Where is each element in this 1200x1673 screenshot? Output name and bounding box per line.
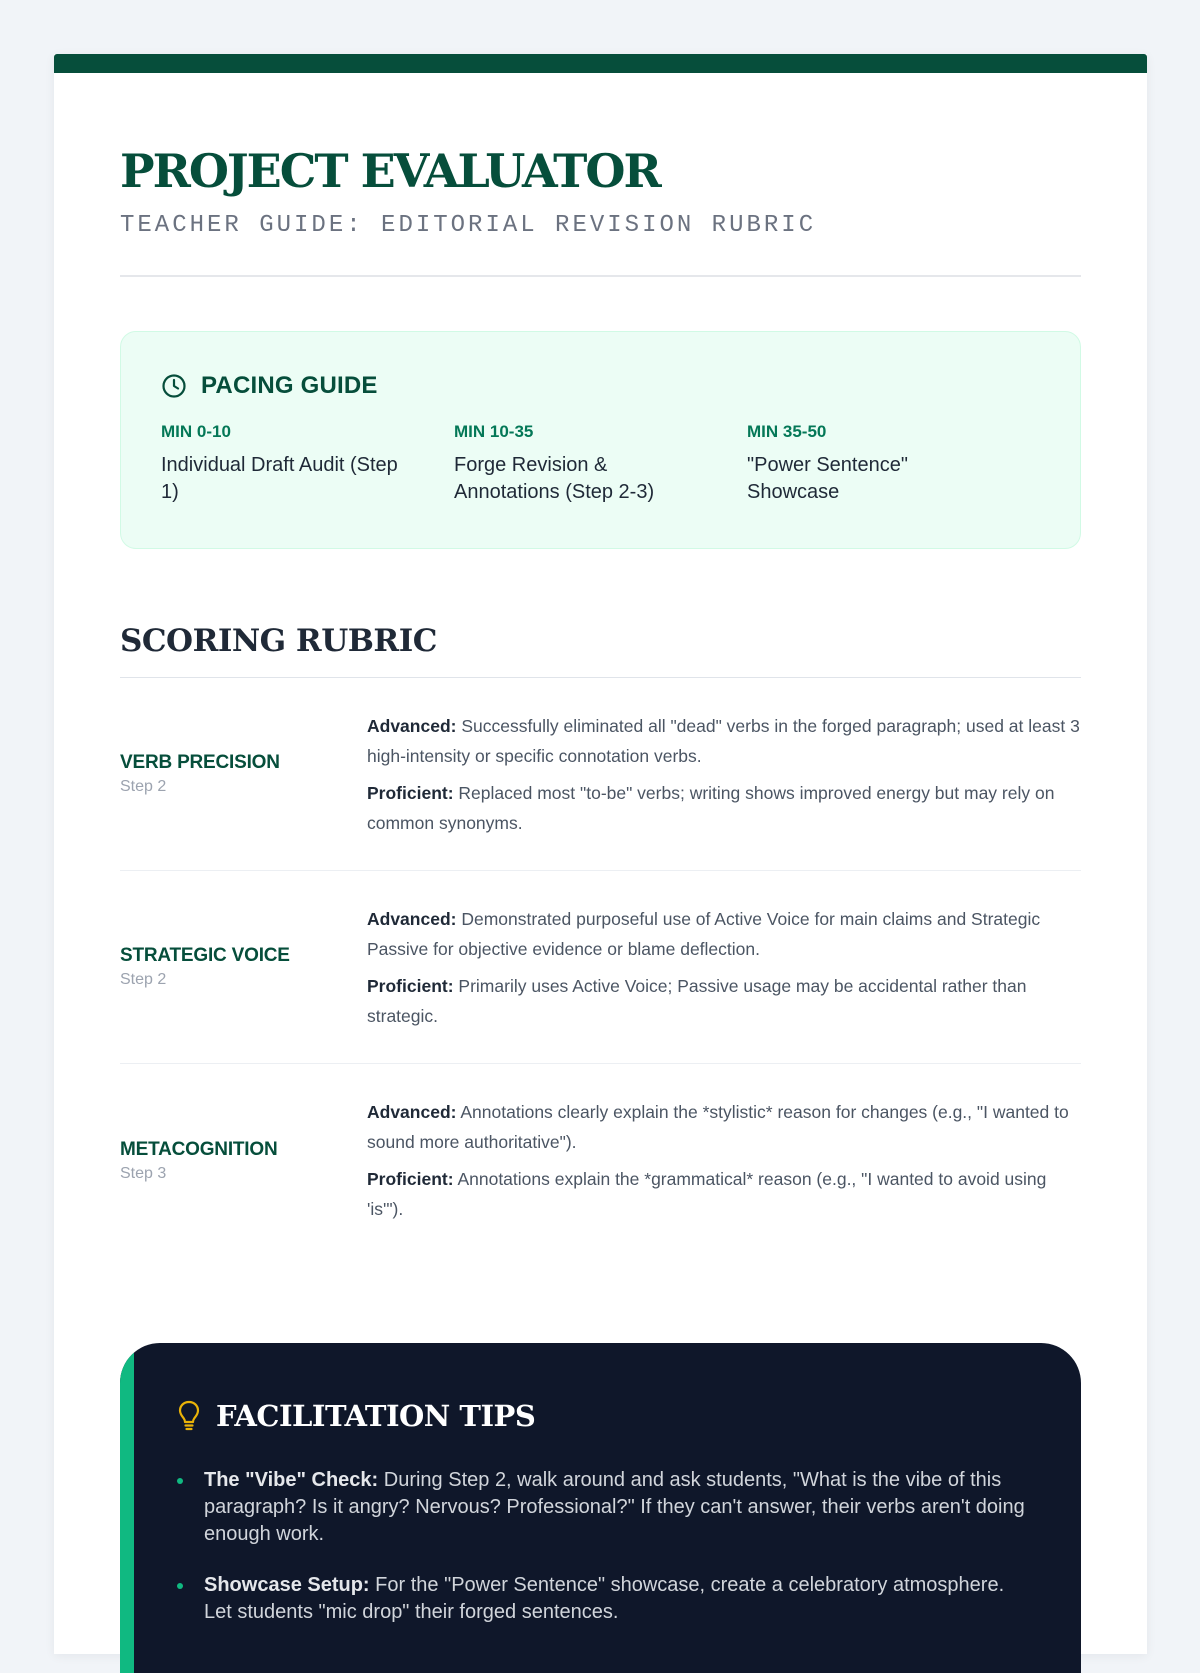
criterion-name: STRATEGIC VOICE: [120, 945, 290, 966]
rubric-row: [120, 678, 1081, 871]
page-title: PROJECT EVALUATOR: [120, 144, 660, 198]
criterion-step: Step 3: [120, 1164, 167, 1182]
advanced-description: [367, 904, 1081, 964]
bullet-icon: [177, 1583, 183, 1589]
proficient-label: Proficient:: [367, 1169, 454, 1189]
advanced-description: [367, 711, 1081, 771]
lightbulb-icon: [176, 1399, 202, 1433]
advanced-label: Advanced:: [367, 908, 457, 929]
proficient-label: Proficient:: [367, 782, 454, 803]
page-subtitle: TEACHER GUIDE: EDITORIAL REVISION RUBRIC: [120, 212, 817, 239]
pacing-item: [454, 422, 747, 506]
tips-list: [176, 1467, 1025, 1626]
criterion-name: VERB PRECISION: [120, 752, 280, 773]
advanced-text: Annotations clearly explain the *stylistic* reason for changes (e.g., "I wanted to sound more authoritative").: [367, 1102, 1069, 1152]
proficient-description: [367, 971, 1081, 1031]
facilitation-tips-title: FACILITATION TIPS: [216, 1399, 536, 1433]
pacing-item: [161, 422, 454, 506]
facilitation-tips-panel: [120, 1343, 1081, 1673]
top-accent-bar: [54, 54, 1147, 73]
advanced-description: [367, 1097, 1081, 1157]
proficient-description: [367, 1164, 1081, 1224]
advanced-label: Advanced:: [367, 1102, 457, 1122]
bullet-icon: [177, 1478, 183, 1484]
tip-label: Showcase Setup:: [204, 1574, 370, 1596]
pacing-item-time: MIN 10-35: [454, 422, 534, 441]
tip-label: The "Vibe" Check:: [204, 1469, 379, 1491]
proficient-text: Replaced most "to-be" verbs; writing shows improved energy but may rely on common synonyms.: [367, 782, 1055, 833]
criterion-step: Step 2: [120, 778, 167, 795]
proficient-text: Primarily uses Active Voice; Passive usage may be accidental rather than strategic.: [367, 975, 1027, 1026]
pacing-item: [747, 422, 1040, 506]
proficient-label: Proficient:: [367, 975, 454, 996]
pacing-guide-title: PACING GUIDE: [201, 372, 378, 399]
rubric-row: [120, 871, 1081, 1064]
criterion-step: Step 2: [120, 971, 167, 988]
advanced-text: Successfully eliminated all "dead" verbs in the forged paragraph; used at least 3 high-intensity or specific connotation verbs.: [367, 715, 1080, 766]
evaluator-card: [54, 54, 1147, 1654]
pacing-item-time: MIN 35-50: [747, 422, 827, 441]
rubric-row: [120, 1064, 1081, 1257]
proficient-text: Annotations explain the *grammatical* reason (e.g., "I wanted to avoid using 'is'").: [367, 1169, 1047, 1219]
pacing-item-text: Forge Revision & Annotations (Step 2-3): [454, 454, 655, 503]
proficient-description: [367, 778, 1081, 838]
pacing-guide-panel: [120, 331, 1081, 549]
criterion-name: METACOGNITION: [120, 1138, 278, 1160]
scoring-rubric-title: SCORING RUBRIC: [120, 623, 437, 659]
tip-text: During Step 2, walk around and ask students, "What is the vibe of this paragraph? Is it angry? Nervous? Professional?" If they can't answer, their verbs aren't doing enough work.: [204, 1469, 1025, 1545]
advanced-text: Demonstrated purposeful use of Active Voice for main claims and Strategic Passive for objective evidence or blame deflection.: [367, 908, 1041, 959]
advanced-label: Advanced:: [367, 715, 457, 736]
tip-item: [176, 1572, 1025, 1626]
pacing-item-text: Individual Draft Audit (Step 1): [161, 454, 398, 503]
tip-item: [176, 1467, 1025, 1548]
pacing-item-text: "Power Sentence" Showcase: [747, 454, 908, 503]
pacing-item-time: MIN 0-10: [161, 422, 231, 441]
tip-text: For the "Power Sentence" showcase, create a celebratory atmosphere. Let students "mic drop" their forged sentences.: [204, 1574, 1005, 1623]
header-divider: [120, 275, 1081, 277]
clock-icon: [161, 373, 187, 399]
